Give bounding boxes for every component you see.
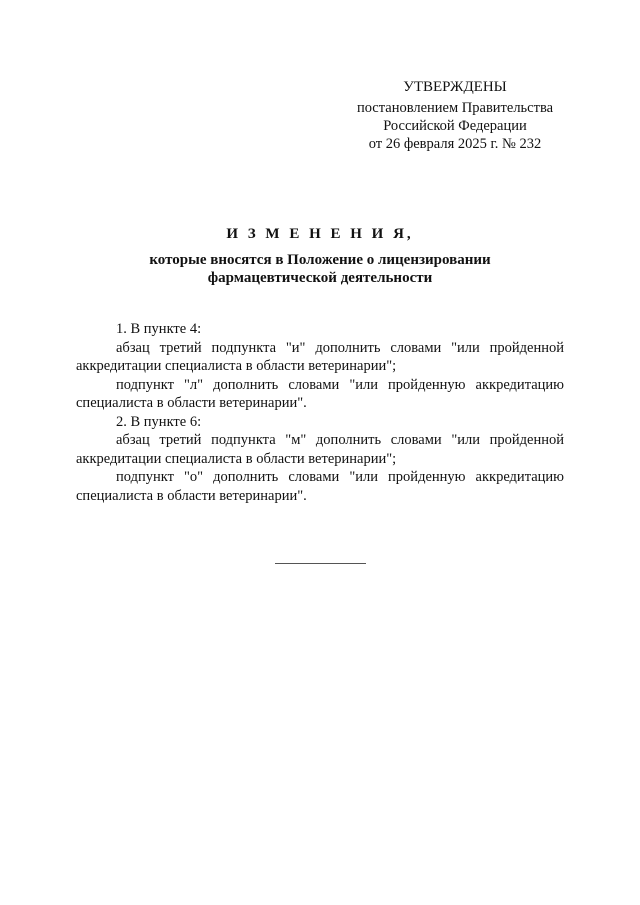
end-separator-line — [275, 563, 366, 564]
paragraph-item-2-clause-b: подпункт "о" дополнить словами "или пройденную аккредитацию специалиста в области ветеринарии". — [76, 469, 564, 504]
heading-subtitle-line-2: фармацевтической деятельности — [207, 270, 433, 286]
document-heading — [90, 225, 550, 287]
approval-line-3: от 26 февраля 2025 г. № 232 — [368, 136, 542, 152]
approval-title: УТВЕРЖДЕНЫ — [403, 79, 507, 95]
paragraph-item-1-clause-b: подпункт "л" дополнить словами "или пройденную аккредитацию специалиста в области ветеринарии". — [76, 376, 564, 411]
paragraph-item-1: 1. В пункте 4: — [116, 321, 202, 337]
paragraph-item-2-clause-a: абзац третий подпункта "м" дополнить словами "или пройденной аккредитации специалиста в области ветеринарии"; — [76, 432, 564, 467]
paragraph-item-2: 2. В пункте 6: — [116, 413, 202, 430]
changes-title: И З М Е Н Е Н И Я, — [226, 226, 414, 242]
approval-line-1: постановлением Правительства — [356, 100, 554, 116]
document-body — [76, 320, 564, 505]
paragraph-item-1-clause-a: абзац третий подпункта "и" дополнить словами "или пройденной аккредитации специалиста в области ветеринарии"; — [76, 339, 564, 374]
approval-line-2: Российской Федерации — [383, 118, 527, 134]
heading-subtitle-line-1: которые вносятся в Положение о лицензировании — [149, 252, 491, 268]
approval-block — [330, 78, 580, 153]
